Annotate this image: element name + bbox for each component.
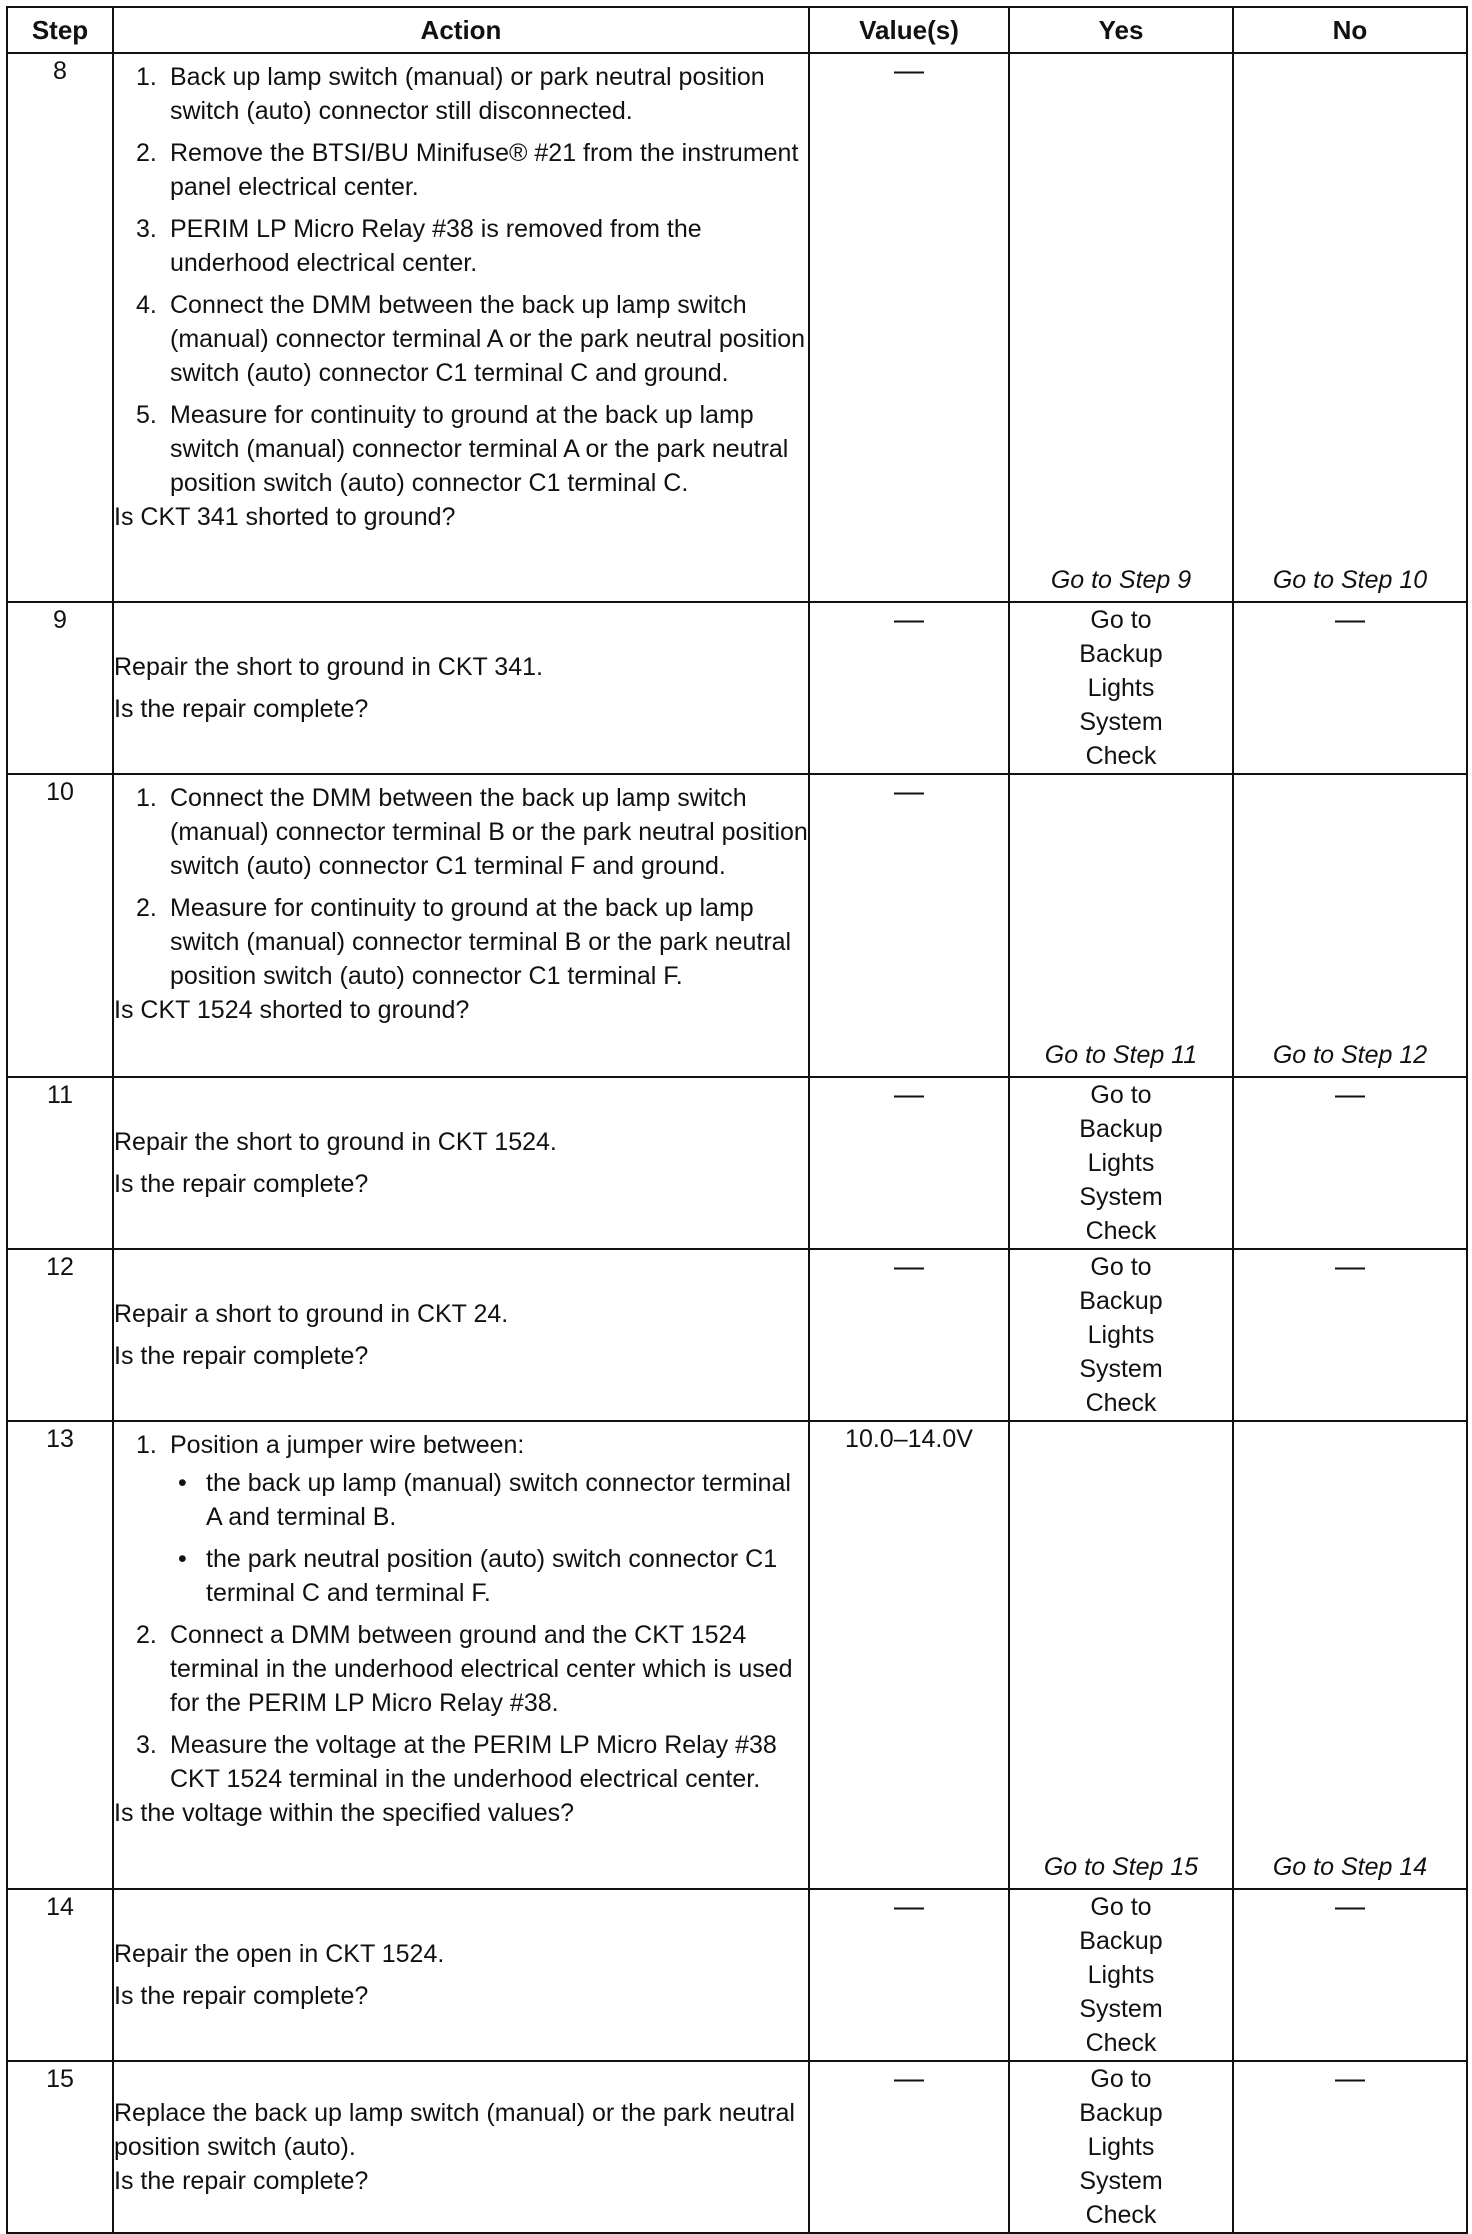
no-cell	[1233, 53, 1467, 602]
action-cell	[113, 1889, 809, 2061]
header-values: Value(s)	[809, 7, 1009, 53]
table-row	[7, 1249, 1467, 1421]
yes-cell	[1009, 2061, 1233, 2233]
bullet-list	[170, 1466, 808, 1610]
yes-cell	[1009, 1249, 1233, 1421]
header-yes: Yes	[1009, 7, 1233, 53]
yes-link[interactable]: Go to Backup Lights System Check	[1079, 1081, 1163, 1245]
action-text: Repair a short to ground in CKT 24.	[114, 1300, 509, 1328]
question-text: Is the voltage within the specified values?	[114, 1799, 574, 1827]
question-text: Is the repair complete?	[114, 1342, 369, 1370]
step-number: 13	[7, 1421, 113, 1889]
step-number: 9	[7, 602, 113, 774]
bullet-item: • the park neutral position (auto) switch connector C1 terminal C and terminal F.	[178, 1545, 778, 1607]
step-number: 14	[7, 1889, 113, 2061]
action-cell	[113, 774, 809, 1077]
step-number: 11	[7, 1077, 113, 1249]
action-cell	[113, 1249, 809, 1421]
table-row	[7, 1421, 1467, 1889]
no-cell: —	[1233, 1249, 1467, 1421]
question-text: Is the repair complete?	[114, 2167, 369, 2195]
value-cell: —	[809, 774, 1009, 1077]
table-row	[7, 1889, 1467, 2061]
list-item: 2. Remove the BTSI/BU Minifuse® #21 from the instrument panel electrical center.	[136, 139, 799, 201]
action-cell	[113, 2061, 809, 2233]
list-item: 3. PERIM LP Micro Relay #38 is removed from the underhood electrical center.	[136, 215, 702, 277]
header-no: No	[1233, 7, 1467, 53]
no-cell: —	[1233, 1077, 1467, 1249]
step-number: 8	[7, 53, 113, 602]
action-text: Replace the back up lamp switch (manual) or the park neutral position switch (auto).	[114, 2099, 795, 2161]
value-cell: 10.0–14.0V	[809, 1421, 1009, 1889]
list-item: 3. Measure the voltage at the PERIM LP Micro Relay #38 CKT 1524 terminal in the underhood electrical center.	[136, 1731, 777, 1793]
step-number: 15	[7, 2061, 113, 2233]
action-cell	[113, 1421, 809, 1889]
action-text: Repair the open in CKT 1524.	[114, 1940, 445, 1968]
action-cell	[113, 602, 809, 774]
action-list	[114, 1428, 808, 1796]
list-item: 2. Measure for continuity to ground at the back up lamp switch (manual) connector terminal B or the park neutral position switch (auto) connector C1 terminal F.	[136, 894, 792, 990]
list-item: 2. Connect a DMM between ground and the CKT 1524 terminal in the underhood electrical center which is used for the PERIM LP Micro Relay #38.	[136, 1621, 793, 1717]
table-row	[7, 774, 1467, 1077]
yes-link[interactable]: Go to Backup Lights System Check	[1079, 1893, 1163, 2057]
diagnostic-page	[6, 6, 1466, 2234]
yes-cell	[1009, 602, 1233, 774]
yes-link[interactable]: Go to Backup Lights System Check	[1079, 606, 1163, 770]
table-row	[7, 53, 1467, 602]
yes-link[interactable]: Go to Step 15	[1043, 1853, 1199, 1881]
yes-cell	[1009, 1077, 1233, 1249]
action-cell	[113, 1077, 809, 1249]
no-cell: —	[1233, 602, 1467, 774]
header-row	[7, 7, 1467, 53]
no-cell: —	[1233, 1889, 1467, 2061]
header-action: Action	[113, 7, 809, 53]
action-list	[114, 781, 808, 993]
action-cell	[113, 53, 809, 602]
list-item: 1. Position a jumper wire between: • the back up lamp (manual) switch connector terminal A and terminal B. • the park neutral position (auto) switch connector C1 terminal C and terminal F.	[136, 1428, 808, 1610]
no-link[interactable]: Go to Step 10	[1272, 566, 1428, 594]
yes-link[interactable]: Go to Backup Lights System Check	[1079, 1253, 1163, 1417]
value-cell: —	[809, 1249, 1009, 1421]
question-text: Is the repair complete?	[114, 1982, 369, 2010]
action-text: Repair the short to ground in CKT 1524.	[114, 1128, 557, 1156]
step-number: 10	[7, 774, 113, 1077]
table-row	[7, 1077, 1467, 1249]
value-cell: —	[809, 1077, 1009, 1249]
no-cell	[1233, 1421, 1467, 1889]
table-row	[7, 602, 1467, 774]
question-text: Is CKT 1524 shorted to ground?	[114, 996, 470, 1024]
action-text: Repair the short to ground in CKT 341.	[114, 653, 543, 681]
yes-cell	[1009, 53, 1233, 602]
yes-link[interactable]: Go to Step 9	[1050, 566, 1192, 594]
no-cell: —	[1233, 2061, 1467, 2233]
header-step: Step	[7, 7, 113, 53]
yes-link[interactable]: Go to Step 11	[1044, 1041, 1198, 1069]
list-item: 5. Measure for continuity to ground at the back up lamp switch (manual) connector terminal A or the park neutral position switch (auto) connector C1 terminal C.	[136, 401, 789, 497]
no-link[interactable]: Go to Step 14	[1272, 1853, 1428, 1881]
value-cell: —	[809, 1889, 1009, 2061]
list-item: 4. Connect the DMM between the back up lamp switch (manual) connector terminal A or the park neutral position switch (auto) connector C1 terminal C and ground.	[136, 291, 806, 387]
no-cell	[1233, 774, 1467, 1077]
action-list	[114, 60, 808, 500]
question-text: Is the repair complete?	[114, 695, 369, 723]
yes-cell	[1009, 1421, 1233, 1889]
yes-cell	[1009, 774, 1233, 1077]
value-cell: —	[809, 602, 1009, 774]
list-item: 1. Connect the DMM between the back up lamp switch (manual) connector terminal B or the park neutral position switch (auto) connector C1 terminal F and ground.	[136, 784, 808, 880]
table-row	[7, 2061, 1467, 2233]
no-link[interactable]: Go to Step 12	[1272, 1041, 1428, 1069]
yes-cell	[1009, 1889, 1233, 2061]
question-text: Is CKT 341 shorted to ground?	[114, 503, 456, 531]
list-item: 1. Back up lamp switch (manual) or park neutral position switch (auto) connector still disconnected.	[136, 63, 765, 125]
step-number: 12	[7, 1249, 113, 1421]
value-cell: —	[809, 2061, 1009, 2233]
action-text: Position a jumper wire between:	[170, 1431, 525, 1459]
question-text: Is the repair complete?	[114, 1170, 369, 1198]
value-cell: —	[809, 53, 1009, 602]
bullet-item: • the back up lamp (manual) switch connector terminal A and terminal B.	[178, 1469, 791, 1531]
diagnostic-table	[6, 6, 1468, 2234]
yes-link[interactable]: Go to Backup Lights System Check	[1079, 2065, 1163, 2229]
